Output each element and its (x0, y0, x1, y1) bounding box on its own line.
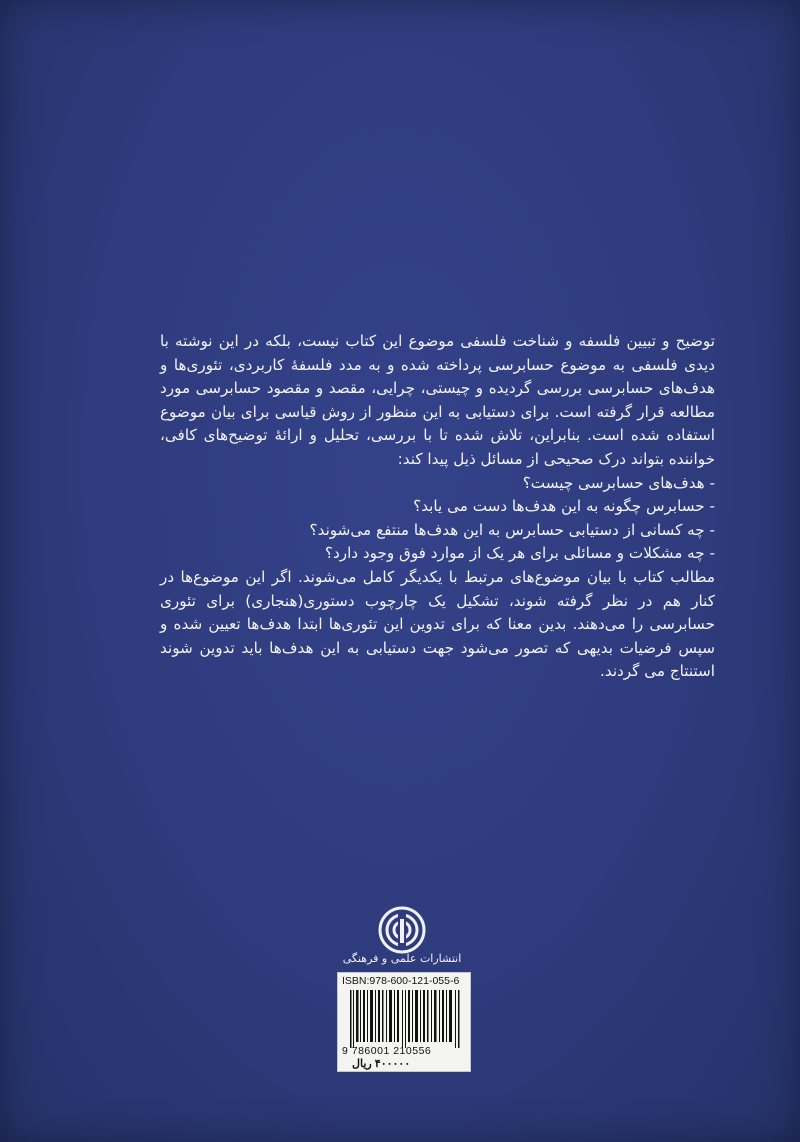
publisher-logo-icon (377, 905, 427, 955)
question-list (160, 472, 715, 566)
blurb-paragraph-1: توضیح و تبیین فلسفه و شناخت فلسفی موضوع این کتاب نیست، بلکه در این نوشته با دیدی فلسفی به موضوع حسابرسی پرداخته شده و به مدد فلسفهٔ کاربردی، تئوری‌ها و هدف‌های حسابرسی بررسی گردیده و چیستی، چرایی، مقصد و مقصود حسابرسی مورد مطالعه قرار گرفته است. برای دستیابی به این منظور از روش قیاسی برای بیان موضوع استفاده شده است. بنابراین، تلاش شده تا با بررسی، تحلیل و ارائهٔ توضیح‌های کافی، خواننده بتواند درک صحیحی از مسائل ذیل پیدا کند: (160, 332, 715, 468)
blurb-paragraph-2: مطالب کتاب با بیان موضوع‌های مرتبط با یکدیگر کامل می‌شوند. اگر این موضوع‌ها در کنار هم در نظر گرفته شوند، تشکیل یک چارچوب دستوری(هنجاری) برای تئوری حسابرسی را می‌دهند. بدین معنا که برای تدوین این تئوری‌ها ابتدا هدف‌ها تعیین شده و سپس فرضیات بدیهی که تصور می‌شود جهت دستیابی به این هدف‌ها باید تدوین شوند استنتاج می گردند. (160, 567, 715, 681)
barcode-label (337, 972, 471, 1072)
question-item: - چه مشکلات و مسائلی برای هر یک از موارد فوق وجود دارد؟ (160, 542, 715, 566)
question-item: - هدف‌های حسابرسی چیست؟ (160, 472, 715, 496)
price-text: ۴۰۰۰۰۰ ریال (352, 1058, 411, 1070)
blurb-text (160, 330, 715, 684)
barcode-bars (350, 990, 460, 1048)
barcode-digits: 9 786001 210556 (342, 1045, 432, 1057)
question-item: - حسابرس چگونه به این هدف‌ها دست می یابد؟ (160, 495, 715, 519)
question-item: - چه کسانی از دستیابی حسابرس به این هدف‌ها منتفع می‌شوند؟ (160, 519, 715, 543)
isbn-text: ISBN:978-600-121-055-6 (342, 975, 460, 987)
publisher-name: انتشارات علمی و فرهنگی (342, 952, 462, 965)
